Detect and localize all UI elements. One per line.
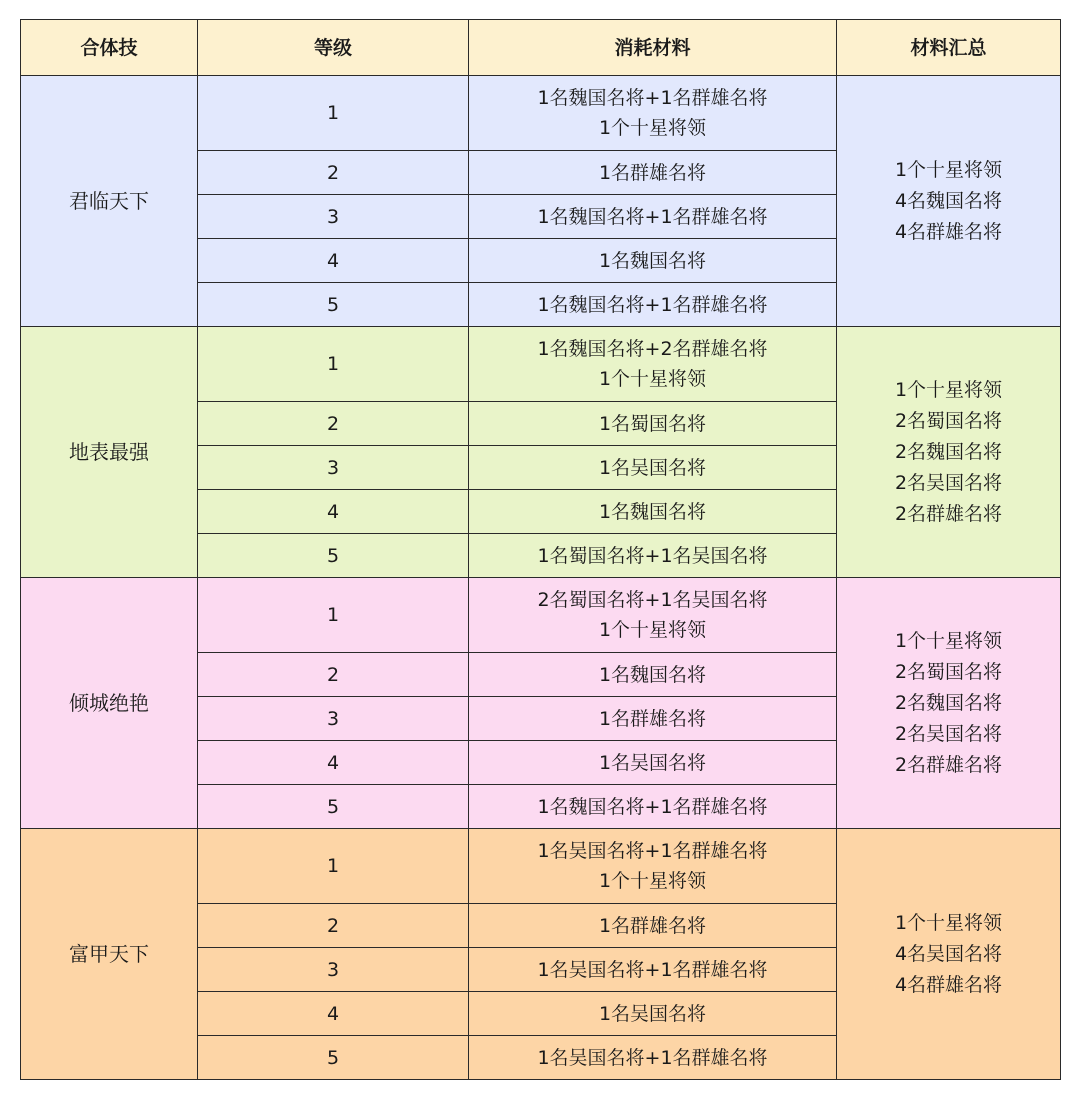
level-cell: 2 <box>198 653 469 697</box>
material-line: 1名魏国名将 <box>598 663 707 686</box>
material-line: 1个十星将领 <box>598 117 707 139</box>
material-line: 1名魏国名将+1名群雄名将 <box>537 293 768 316</box>
summary-line: 2名魏国名将 <box>894 440 1003 463</box>
level-cell: 3 <box>198 948 469 992</box>
level-cell: 2 <box>198 402 469 446</box>
materials-cell <box>469 829 837 904</box>
materials-cell <box>469 76 837 151</box>
materials-cell <box>469 151 837 195</box>
material-line: 1名魏国名将+1名群雄名将 <box>537 795 768 818</box>
level-cell: 4 <box>198 992 469 1036</box>
materials-cell <box>469 327 837 402</box>
header-summary: 材料汇总 <box>837 20 1061 76</box>
summary-line: 2名吴国名将 <box>894 471 1003 494</box>
header-materials: 消耗材料 <box>469 20 837 76</box>
material-line: 1名蜀国名将 <box>598 412 707 435</box>
materials-cell <box>469 402 837 446</box>
level-cell: 2 <box>198 151 469 195</box>
summary-line: 1个十星将领 <box>894 158 1003 181</box>
materials-cell <box>469 992 837 1036</box>
level-cell: 1 <box>198 76 469 151</box>
materials-cell <box>469 490 837 534</box>
materials-cell <box>469 283 837 327</box>
summary-cell <box>837 829 1061 1080</box>
summary-line: 1个十星将领 <box>894 378 1003 401</box>
materials-cell <box>469 1036 837 1080</box>
header-level: 等级 <box>198 20 469 76</box>
summary-line: 4名群雄名将 <box>894 973 1003 996</box>
summary-line: 1个十星将领 <box>894 911 1003 934</box>
summary-line: 2名魏国名将 <box>894 691 1003 714</box>
materials-cell <box>469 697 837 741</box>
materials-cell <box>469 904 837 948</box>
material-line: 1个十星将领 <box>598 870 707 892</box>
level-cell: 3 <box>198 446 469 490</box>
skill-name-cell: 地表最强 <box>21 327 198 578</box>
summary-line: 2名群雄名将 <box>894 502 1003 525</box>
material-line: 1名吴国名将 <box>598 1002 707 1025</box>
material-line: 1名魏国名将 <box>598 500 707 523</box>
level-cell: 3 <box>198 195 469 239</box>
materials-cell <box>469 653 837 697</box>
summary-line: 2名群雄名将 <box>894 753 1003 776</box>
summary-line: 4名魏国名将 <box>894 189 1003 212</box>
material-line: 1名群雄名将 <box>598 161 707 184</box>
level-cell: 5 <box>198 785 469 829</box>
table-row <box>21 327 1061 402</box>
material-line: 1名魏国名将+2名群雄名将 <box>537 338 768 360</box>
materials-cell <box>469 578 837 653</box>
level-cell: 5 <box>198 1036 469 1080</box>
summary-line: 2名蜀国名将 <box>894 409 1003 432</box>
materials-cell <box>469 534 837 578</box>
material-line: 1名吴国名将+1名群雄名将 <box>537 1046 768 1069</box>
materials-cell <box>469 239 837 283</box>
table-row <box>21 578 1061 653</box>
summary-line: 4名吴国名将 <box>894 942 1003 965</box>
level-cell: 4 <box>198 490 469 534</box>
material-line: 1名蜀国名将+1名吴国名将 <box>537 544 768 567</box>
level-cell: 1 <box>198 578 469 653</box>
summary-cell <box>837 327 1061 578</box>
material-line: 1名魏国名将 <box>598 249 707 272</box>
level-cell: 3 <box>198 697 469 741</box>
summary-cell <box>837 578 1061 829</box>
materials-cell <box>469 446 837 490</box>
materials-cell <box>469 741 837 785</box>
combo-skill-table-wrapper <box>20 19 1060 1080</box>
material-line: 1名吴国名将 <box>598 456 707 479</box>
level-cell: 1 <box>198 327 469 402</box>
table-header-row <box>21 20 1061 76</box>
skill-name-cell: 倾城绝艳 <box>21 578 198 829</box>
material-line: 1名群雄名将 <box>598 914 707 937</box>
level-cell: 2 <box>198 904 469 948</box>
skill-name-cell: 富甲天下 <box>21 829 198 1080</box>
level-cell: 4 <box>198 741 469 785</box>
table-body <box>21 76 1061 1080</box>
level-cell: 5 <box>198 534 469 578</box>
level-cell: 1 <box>198 829 469 904</box>
material-line: 1名魏国名将+1名群雄名将 <box>537 87 768 109</box>
level-cell: 5 <box>198 283 469 327</box>
level-cell: 4 <box>198 239 469 283</box>
material-line: 1名吴国名将+1名群雄名将 <box>537 958 768 981</box>
header-skill: 合体技 <box>21 20 198 76</box>
summary-line: 2名吴国名将 <box>894 722 1003 745</box>
summary-line: 4名群雄名将 <box>894 220 1003 243</box>
materials-cell <box>469 785 837 829</box>
materials-cell <box>469 948 837 992</box>
material-line: 1名群雄名将 <box>598 707 707 730</box>
summary-cell <box>837 76 1061 327</box>
material-line: 1个十星将领 <box>598 619 707 641</box>
table-row <box>21 76 1061 151</box>
table-row <box>21 829 1061 904</box>
material-line: 1名吴国名将+1名群雄名将 <box>537 840 768 862</box>
material-line: 1名魏国名将+1名群雄名将 <box>537 205 768 228</box>
summary-line: 1个十星将领 <box>894 629 1003 652</box>
material-line: 1名吴国名将 <box>598 751 707 774</box>
skill-name-cell: 君临天下 <box>21 76 198 327</box>
material-line: 2名蜀国名将+1名吴国名将 <box>537 589 768 611</box>
material-line: 1个十星将领 <box>598 368 707 390</box>
summary-line: 2名蜀国名将 <box>894 660 1003 683</box>
combo-skill-table <box>20 19 1061 1080</box>
materials-cell <box>469 195 837 239</box>
